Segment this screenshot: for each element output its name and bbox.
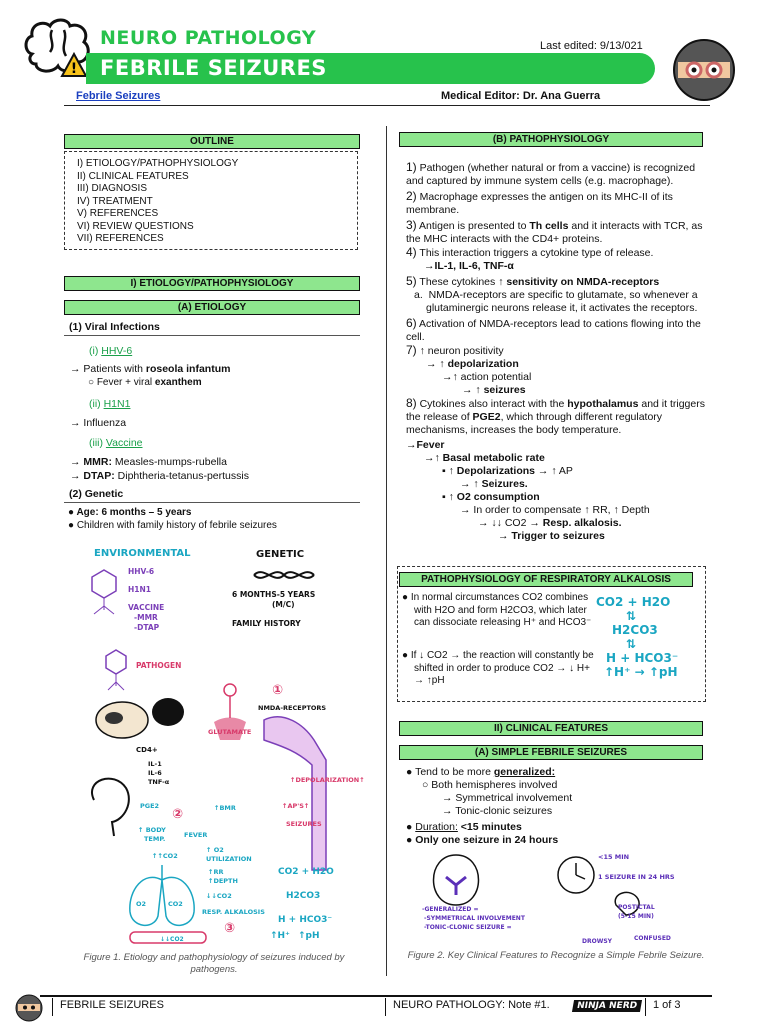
outline-item[interactable]: III) DIAGNOSIS [77,183,148,194]
patho-step-7-text: ↑ neuron positivity [419,345,504,357]
patho-step-8-a: Cytokines also interact with the [419,398,568,410]
footer-divider-right [645,998,646,1016]
clinical-item-1-arrow-1: → Symmetrical involvement [442,792,573,804]
fig1-co2d: ↓↓CO2 [160,936,184,943]
hhv6-sub-text: Fever + viral [96,377,155,388]
h1n1-link[interactable]: H1N1 [103,398,131,410]
hhv6-sub-bold: exanthem [154,377,202,388]
fig1-co2c: CO2 [168,900,183,908]
viral-rule [64,335,360,336]
patho-seiz: → ↑ Seizures. [460,478,528,490]
footer-ninja-icon [14,993,44,1023]
patho-step-3: 3) Antigen is presented to Th cells and it interacts with TCR, as the MHC interacts with the CD4+ proteins. [406,218,703,245]
patho-step-7-b: →↑ action potential [442,371,532,383]
macrophage-icon [96,698,184,738]
patho-body [406,161,706,543]
fig1-eq1: CO2 + H2O [278,867,334,877]
fig1-co2b: ↓↓CO2 [206,892,232,900]
fig1-dtap: -DTAP [134,623,160,632]
patho-step-4-arrow: →IL-1, IL-6, TNF-α [424,260,514,272]
patho-trigger-text: Trigger to seizures [511,530,605,542]
outline-item[interactable]: VI) REVIEW QUESTIONS [77,220,194,232]
alkalosis-eq-3: H + HCO3⁻ [606,651,679,665]
h1n1-line-text: Influenza [83,417,127,429]
fig1-eq5: ↑pH [298,931,320,941]
mmr-text: Measles-mumps-rubella [112,456,227,468]
h1n1-num: (ii) [89,398,101,410]
patho-step-3-b: Th cells [529,220,569,232]
patho-step-8-b: hypothalamus [567,398,639,410]
patho-step-4-arrow-text: IL-1, IL-6, TNF-α [434,260,514,272]
viral-heading: (1) Viral Infections [69,321,160,333]
alkalosis-arrow-1: ⇅ [626,609,637,623]
svg-text:!: ! [70,61,78,77]
fig1-eq4: ↑H⁺ [270,931,290,941]
h1n1-line: → Influenza [70,417,127,429]
figure-2 [406,845,706,945]
alkalosis-eq-2: H2CO3 [612,623,658,637]
clinical-item-3: ● Only one seizure in 24 hours [406,834,559,846]
patho-step-4-text: This interaction triggers a cytokine type of release. [419,247,654,259]
column-divider [386,126,387,976]
patho-co2-b: Resp. alkalosis. [542,517,622,529]
pathophysiology-heading: (B) PATHOPHYSIOLOGY [399,132,703,147]
fig1-genetic: GENETIC [256,549,305,560]
patho-seiz-text: ↑ Seizures. [473,478,528,490]
fig1-num1: ① [272,683,284,698]
fig2-tc: -TONIC-CLONIC SEIZURE = [424,924,512,931]
fig2-sym: -SYMMETRICAL INVOLVEMENT [424,915,525,922]
fig1-hhv6: HHV-6 [128,567,155,576]
alkalosis-equation [596,595,696,679]
fig1-il1: IL-1 [148,760,162,768]
patho-step-7-a: → ↑ depolarization [426,358,519,370]
vaccine-link[interactable]: Vaccine [105,437,143,449]
fig1-nmda: NMDA-RECEPTORS [258,704,327,712]
patho-step-8-d: PGE2 [472,411,501,423]
fig2-gen: -GENERALIZED = [422,906,479,913]
patho-step-5-a: These cytokines ↑ [419,276,507,288]
patho-step-3-a: Antigen is presented to [419,220,530,232]
patho-step-6-text: Activation of NMDA-receptors lead to cations flowing into the cell. [406,318,701,343]
fig2-time: (5-15 MIN) [618,913,654,920]
dna-icon [254,572,314,578]
fig1-cd4: CD4+ [136,746,158,754]
patho-step-5-sub-text: NMDA-receptors are specific to glutamate, so whenever a glutaminergic neurons release it, it activates the receptors. [426,289,698,314]
patho-comp: → In order to compensate ↑ RR, ↑ Depth [460,504,650,516]
patho-fever-text: Fever [416,439,445,451]
fig1-eq3: H + HCO3⁻ [278,915,333,925]
alkalosis-bullet-2: ● If ↓ CO2 → the reaction will constantly be shifted in order to produce CO2 → ↓ H+ → ↑pH [402,650,594,686]
alkalosis-eq-4: ↑H⁺ [604,665,631,679]
hhv6-line-bold: roseola infantum [145,363,231,375]
alkalosis-eq-5: ↑pH [648,665,678,679]
dtap-line: → DTAP: Diphtheria-tetanus-pertussis [70,470,249,482]
patho-co2: → ↓↓ CO2 → Resp. alkalosis. [478,517,622,529]
footer-brand-logo: NINJA NERD [572,1000,642,1012]
mmr-line: → MMR: Measles-mumps-rubella [70,456,227,468]
genetic-item-2: ● Children with family history of febrile seizures [68,520,277,531]
header-rule [64,105,710,106]
medical-editor: Medical Editor: Dr. Ana Guerra [441,90,601,102]
patho-step-8: 8) Cytokines also interact with the hypothalamus and it triggers the release of PGE2, which through different regulatory mechanisms, increases the body temperature. [406,396,705,436]
outline-item[interactable]: V) REFERENCES [77,208,159,219]
fig1-family: FAMILY HISTORY [232,619,301,628]
clinical-item-1-arrow-1-text: Symmetrical involvement [455,792,573,804]
fig1-il6: IL-6 [148,769,162,777]
patho-step-7-b-text: ↑ action potential [452,371,532,383]
hhv6-sub: ○ Fever + viral exanthem [88,377,202,388]
patho-step-1-text: Pathogen (whether natural or from a vaccine) is recognized and captured by immune system cells (e.g. macrophage). [406,162,696,187]
clinical-item-2: ● Duration: <15 minutes [406,821,522,833]
footer-page: 1 of 3 [653,999,681,1011]
outline-heading: OUTLINE [64,134,360,149]
mmr-label: MMR: [83,456,112,468]
fig1-mmr: -MMR [134,613,158,622]
fig1-co2a: ↑↑CO2 [152,852,178,860]
fig1-mc: (M/C) [272,600,295,609]
pathogen-icon [106,650,126,690]
fig1-util: UTILIZATION [206,855,252,863]
footer-left: FEBRILE SEIZURES [60,999,164,1011]
hhv6-item [89,345,132,358]
hhv6-num: (i) [89,345,99,357]
patho-step-7-c: → ↑ seizures [462,384,526,396]
outline-item[interactable]: I) ETIOLOGY/PATHOPHYSIOLOGY [77,158,239,169]
patho-step-5: 5) These cytokines ↑ sensitivity on NMDA-receptors [406,274,660,288]
clinical-item-2-a: Duration: [415,821,458,833]
genetic-item-2-text: Children with family history of febrile seizures [76,520,277,531]
clinical-item-1: ● Tend to be more generalized: [406,766,556,778]
patho-step-5-sub: a. NMDA-receptors are specific to glutamate, so whenever a glutaminergic neurons release it, it activates the receptors. [414,289,698,314]
clinical-item-1-sub-text: Both hemispheres involved [431,779,558,791]
fig1-glutamate: GLUTAMATE [208,728,252,736]
fig1-aps: ↑AP'S↑ [282,802,310,810]
alkalosis-bullet-1: ● In normal circumstances CO2 combines with H2O and form H2CO3, which later can dissociate releasing H⁺ and HCO3⁻ [402,592,592,628]
fig1-resp: RESP. ALKALOSIS [202,908,265,916]
patho-depol-a: ↑ Depolarizations [448,465,535,477]
fig1-h1n1: H1N1 [128,585,151,594]
patho-fever: →Fever [406,439,445,451]
patho-comp-text: In order to compensate ↑ RR, ↑ Depth [473,504,650,516]
patho-step-8-c: and it triggers the release of [406,398,705,423]
clinical-item-1-a: Tend to be more [415,766,494,778]
footer-divider-left [52,998,53,1016]
patho-step-7: 7) ↑ neuron positivity [406,343,504,357]
patho-step-7-c-text: ↑ seizures [475,384,526,396]
fig1-tnf: TNF-α [148,778,170,786]
figure-1 [64,540,364,945]
genetic-item-1-text: Age: 6 months – 5 years [76,507,192,518]
clinical-item-1-sub: ○ Both hemispheres involved [422,779,558,791]
patho-depol-b: → ↑ AP [535,465,573,477]
fig1-pge2: PGE2 [140,802,160,810]
patho-co2-a: ↓↓ CO2 → [491,517,543,529]
hhv6-link[interactable]: HHV-6 [101,345,133,357]
fig2-one: 1 SEIZURE IN 24 HRS [598,873,675,881]
series-title: NEURO PATHOLOGY [100,27,317,49]
genetic-rule [64,502,360,503]
clinical-item-1-arrow-2-text: Tonic-clonic seizures [455,805,553,817]
fig1-o2b: O2 [136,900,147,908]
patho-bmr-text: ↑ Basal metabolic rate [434,452,545,464]
vaccine-item [89,437,143,450]
outline-list [77,158,238,246]
outline-item[interactable]: II) CLINICAL FEATURES [77,170,189,182]
patho-step-4: 4) This interaction triggers a cytokine type of release. [406,245,654,259]
fig1-bmr: ↑BMR [214,804,236,812]
patho-step-1: 1) Pathogen (whether natural or from a vaccine) is recognized and captured by immune system cells (e.g. macrophage). [406,160,696,187]
clock-icon [558,857,594,893]
alkalosis-eq-row: ↑H⁺ → ↑pH [604,665,678,679]
patho-step-3-c: and it interacts with TCR, as the MHC interacts with the CD4+ proteins. [406,220,703,245]
alkalosis-arrow-2: ⇅ [626,637,637,651]
vaccine-num: (iii) [89,437,103,449]
genetic-heading: (2) Genetic [69,488,124,500]
patho-step-8-e: , which through different regulatory mechanisms, increases the body temperature. [406,411,663,436]
patho-step-6: 6) Activation of NMDA-receptors lead to cations flowing into the cell. [406,316,701,343]
ninja-avatar-icon [670,36,738,104]
patho-o2-text: ↑ O2 consumption [448,491,540,503]
hhv6-line: → Patients with roseola infantum [70,363,231,375]
alkalosis-heading: PATHOPHYSIOLOGY OF RESPIRATORY ALKALOSIS [399,572,693,587]
alkalosis-eq-1: CO2 + H2O [596,595,671,609]
fig2-post: POSTICTAL [618,904,655,911]
patho-step-2: 2) Macrophage expresses the antigen on its MHC-II of its membrane. [406,189,673,216]
fig1-eq2: H2CO3 [286,891,321,901]
fig1-depol: ↑DEPOLARIZATION↑ [290,776,364,784]
page-title: FEBRILE SEIZURES [100,56,327,80]
clinical-item-1-b: generalized: [493,766,556,778]
fig1-pathogen: PATHOGEN [136,661,182,670]
alkalosis-bullet-2-text: If ↓ CO2 → the reaction will constantly be shifted in order to produce CO2 → ↓ H+ → ↑pH [410,650,594,686]
genetic-item-1: ● Age: 6 months – 5 years [68,507,192,518]
virus-icon [92,570,116,614]
head-icon [92,779,129,836]
fig1-body: ↑ BODY [138,826,166,834]
clinical-item-3-text: Only one seizure in 24 hours [415,834,559,846]
simple-febrile-heading: (A) SIMPLE FEBRILE SEIZURES [399,745,703,760]
patho-step-2-text: Macrophage expresses the antigen on its MHC-II of its membrane. [406,191,673,216]
brain-logo-icon [22,14,94,84]
fig1-num2: ② [172,807,184,822]
patho-step-7-a-text: ↑ depolarization [439,358,519,370]
last-edited: Last edited: 9/13/021 [540,40,643,52]
clinical-list [406,766,706,847]
fig1-o2: ↑ O2 [206,846,224,854]
footer-mid: NEURO PATHOLOGY: Note #1. [393,999,550,1011]
clinical-item-2-b: <15 minutes [457,821,522,833]
subsection-heading-etiology: (A) ETIOLOGY [64,300,360,315]
fig2-drowsy: DROWSY [582,938,612,945]
clinical-item-1-arrow-2: → Tonic-clonic seizures [442,805,553,817]
footer-divider-mid [385,998,386,1016]
alkalosis-bullet-1-text: In normal circumstances CO2 combines with H2O and form H2CO3, which later can dissociate releasing H⁺ and HCO3⁻ [410,592,592,628]
dtap-text: Diphtheria-tetanus-pertussis [114,470,249,482]
patho-o2: ▪ ↑ O2 consumption [442,491,540,503]
fig2-confused: CONFUSED [634,935,671,942]
footer-rule [40,995,712,997]
fig1-vaccine: VACCINE [128,603,165,612]
fig1-environmental: ENVIRONMENTAL [94,548,191,559]
clinical-heading: II) CLINICAL FEATURES [399,721,703,736]
hhv6-line-text: Patients with [83,363,146,375]
fig1-temp: TEMP. [144,835,166,843]
section-heading-etiology: I) ETIOLOGY/PATHOPHYSIOLOGY [64,276,360,291]
h1n1-item [89,398,130,411]
outline-item[interactable]: IV) TREATMENT [77,195,153,207]
fig1-num3: ③ [224,921,236,936]
fig1-seizures: SEIZURES [286,820,322,828]
fig1-depth: ↑DEPTH [208,877,238,885]
fig1-age: 6 MONTHS-5 YEARS [232,590,316,599]
dtap-label: DTAP: [83,470,115,482]
brain-section-icon [434,855,479,905]
patho-step-5-b: sensitivity on NMDA-receptors [506,276,660,288]
breadcrumb-link[interactable]: Febrile Seizures [76,90,161,102]
fig2-min: <15 MIN [598,853,630,861]
outline-item[interactable]: VII) REFERENCES [77,233,164,244]
figure-1-caption: Figure 1. Etiology and pathophysiology of seizures induced by pathogens. [83,952,345,975]
fig1-rr: ↑RR [208,868,224,876]
fig1-fever: FEVER [184,831,208,839]
patho-bmr: →↑ Basal metabolic rate [424,452,545,464]
figure-2-caption: Figure 2. Key Clinical Features to Recognize a Simple Febrile Seizure. [407,950,705,961]
patho-trigger: → Trigger to seizures [498,530,605,542]
patho-depol: ▪ ↑ Depolarizations → ↑ AP [442,465,573,477]
